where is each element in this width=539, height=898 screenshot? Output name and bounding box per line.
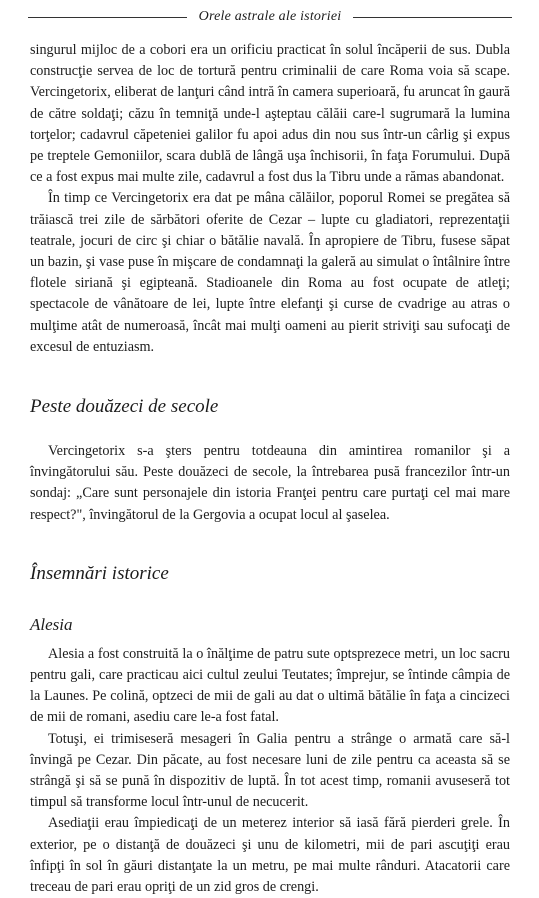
header-rule-left [28, 17, 187, 18]
subsection-heading: Alesia [30, 614, 73, 634]
header-rule-right [353, 17, 512, 18]
running-header-title: Orele astrale ale istoriei [198, 9, 342, 24]
page-body [30, 40, 510, 898]
paragraph-continued: singurul mijloc de a cobori era un orificiu practicat în solul încăperii de sus. Dubla construcţie servea de loc de tortură pentru criminalii de care Roma voia să scape. Vercingetorix, eliberat de lanţuri când intră în camera superioară, fu aruncat în gaură de către soldaţi; căzu în temniţă unde-l aşteptau călăii care-l sugrumară la lumina torţelor; cadavrul căpeteniei galilor fu apoi adus din nou sus într-un cârlig şi expus pe treptele Gemoniilor, scara dublă de lângă uşa închisorii, în faţa Forumului. După ce a fost expus mai multe zile, cadavrul a fost dus la Tibru unde a rămas abandonat. [30, 42, 510, 186]
paragraph: Totuşi, ei trimiseseră mesageri în Galia pentru a strânge o armată care să-l învingă pe Cezar. Din păcate, au fost necesare luni de zile pentru ca aceasta să se strângă şi să se pună în dispozitiv de luptă. În tot acest timp, romanii avuseseră tot timpul să transforme locul într-unul de necucerit. [30, 730, 510, 811]
paragraph: În timp ce Vercingetorix era dat pe mâna călăilor, poporul Romei se pregătea să trăiască trei zile de sărbători oferite de Cezar – lupte cu gladiatori, reprezentaţii teatrale, jocuri de circ şi chiar o bătălie navală. În apropiere de Tibru, fusese săpat un bazin, şi vase puse în mişcare de condamnaţi la galeră au simulat o întâlnire între flotele siriană şi egipteană. Stadioanele din Roma au fost ocupate de atleţi; spectacole de vânătoare de lei, lupte între elefanţi şi curse de cvadrige au atras o mulţime atât de numeroasă, încât mai mulţi oameni au pierit striviţi sau sufocaţi de excesul de entuziasm. [30, 190, 510, 355]
running-header [28, 6, 512, 28]
paragraph: Asediaţii erau împiedicaţi de un meterez interior să iasă fără pierderi grele. În exterior, pe o distanţă de douăzeci şi unu de kilometri, mii de pari ascuţiţi erau înfipţi în sol în găuri distanţate la un metru, pe mai multe rânduri. Atacatorii care treceau de pari erau opriţi de un zid gros de crengi. [30, 815, 510, 896]
paragraph: Vercingetorix s-a şters pentru totdeauna din amintirea romanilor şi a învingătorului său. Peste douăzeci de secole, la întrebarea pusă francezilor într-un sondaj: „Care sunt personajele din istoria Franţei pentru care purtaţi cel mai mare respect?", învingătorul de la Gergovia a ocupat locul al şaselea. [30, 443, 510, 523]
section-heading: Peste douăzeci de secole [30, 396, 219, 418]
paragraph: Alesia a fost construită la o înălţime de patru sute optsprezece metri, un loc sacru pentru gali, care practicau aici cultul zeului Teutates; împrejur, se întinde câmpia de la Launes. Pe colină, optzeci de mii de gali au dat o ultimă bătălie în faţa a cincizeci de mii de romani, asediu care le-a fost fatal. [30, 645, 510, 726]
section-heading: Însemnări istorice [30, 562, 169, 584]
